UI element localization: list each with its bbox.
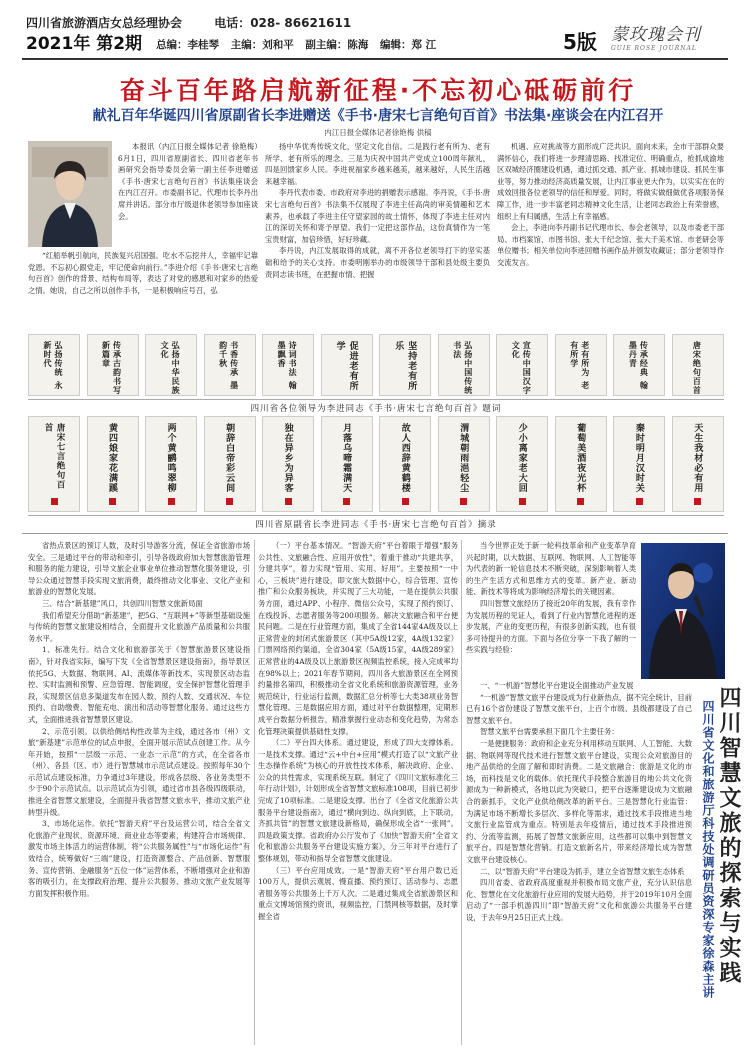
- seal-icon: [226, 498, 233, 505]
- seal-icon: [109, 498, 116, 505]
- edition-number: 5版: [563, 30, 597, 54]
- column-divider: [254, 540, 255, 1045]
- excerpt-5: 独在异乡为异客: [262, 416, 314, 512]
- calligraphy-4: 书香传承 墨韵千秋: [204, 334, 256, 396]
- article2-col3b: [466, 680, 692, 1048]
- speaker-photo: [641, 543, 725, 679]
- article2-para: （一）平台基本情况。“智游天府”平台着眼于增强“服务公共性、文旅融合性、应用开放性”，着重于推动“共建共享，分建共享”，着力实现“管用、实用、好用”。主要按照“一中心，三板块”进行建设，即文旅大数据中心，综合管理、宣传推广和公众服务板块，并实现了三大功能，一是在提供公共服务方面，通过APP、小程序、微信公众号，实现了预约预订、在线投诉、志愿者服务等200项服务。解决文旅融合和平台便民问题。二是在行业管理方面，集成了全省144家4A级及以上正常营业的封闭式旅游景区（其中5A级12家，4A级132家）门票网络预约渠道，全省304家（5A级15家，4A级289家）正常营业的4A级及以上旅游景区视频监控系统，接入完成率均在98%以上；2021年春节期间，四川各大旅游景区在全网预约量排名第四，积极推动全省文化系统和旅游资源管理，业务规范统计，行业运行监测，数据汇总分析等七大类38项业务智慧化管理。三是数据应用方面，通过对平台数据整理，定期形成平台数据分析报告，精准掌握行业动态和变化趋势，为常态化管理决策提供基础性支撑。: [258, 541, 458, 736]
- seal-icon: [577, 498, 584, 505]
- article2-para: “一机游”智慧文旅平台建设成为行业新热点，据不完全统计，目前已有16个省份建设了智慧文旅平台，上百个市级、县级都建设了自己智慧文旅平台。: [466, 692, 692, 725]
- calligraphy-row-2: [28, 416, 724, 512]
- article2-col1: [28, 540, 250, 1048]
- calligraphy-8: 弘扬中国传统书法: [438, 334, 490, 396]
- article2-subtitle: 四川省文化和旅游厅科技处调研员资深专家徐森主讲: [701, 700, 715, 999]
- section-divider: [22, 533, 728, 534]
- article2-para: 四川省委、省政府高度重视并积极布局文旅产业，充分认识信息化、智慧化在文化旅游行业应用的发展大趋势，并于2019年10月全面启动了“一部手机游四川”即“智游天府”文化和旅游公共服务平台建设，于去年9月25日正式上线。: [466, 878, 692, 922]
- calligraphy-3: 弘扬中华民族文化: [145, 334, 197, 396]
- excerpt-10: 葡萄美酒夜光杯: [555, 416, 607, 512]
- excerpt-7: 故人西辞黄鹤楼: [379, 416, 431, 512]
- excerpt-4: 朝辞白帝彩云间: [204, 416, 256, 512]
- org-name: 四川省旅游酒店女总经理协会: [26, 16, 183, 30]
- caption-1: 四川省各位领导为李进同志《手书·唐宋七言绝句百首》题词: [250, 404, 502, 414]
- article1-para6: 机遇、应对挑战等方面形成广泛共识。面向未来，全市干部群众要满怀信心，我们将进一步理清思路、找准定位、明确重点，抢抓成渝地区双城经济圈建设机遇，通过抓交通、抓产业、抓城市建设、抓民生事业等，努力推动经济高质量发展，让内江事业更大作为，以实实在在的成效回报各位老领导的信任和厚爱。同时，将做实做细做优各项服务保障工作，进一步丰富老同志精神文化生活，让老同志政治上有荣誉感，组织上有归属感，生活上有幸福感。: [497, 142, 724, 221]
- article1-para3: 扬中华优秀传统文化，坚定文化自信。二是践行老有所为、老有所学、老有所乐的理念。三是为庆祝中国共产党成立100周年献礼，四是回馈家乡人民。李进祝福家乡越来越美，越来越好，人民生活越来越幸福。: [265, 142, 490, 186]
- staff-list: [156, 37, 444, 52]
- article2-para: 智慧文旅平台需要承担下面几个主要任务：: [480, 727, 619, 737]
- editor-in-chief: 主编：刘和平: [230, 39, 294, 51]
- article1-col3: [497, 141, 724, 330]
- headline: 奋斗百年路启航新征程·不忘初心砥砺前行: [119, 76, 637, 105]
- article2-col3a: [466, 540, 636, 678]
- article2-para: （二）平台四大体系。通过建设，形成了四大支撑体系。一是技术支撑。通过“云+中台+应用”模式打造了以“文旅产业生态操作系统”为核心的开放性技术体系，解决政府、企业、公众的共性需求，实现系统互联。制定了《四川文旅标准化三年行动计划》，计划形成全省智慧文旅标准108项，目前已初步完成了10项标准。二是建设支撑。出台了《全省文化旅游公共服务平台建设指南》，通过“横向到边、纵向到底，上下联动，齐抓共管”的智慧文旅建设新格局，确保形成全省“一张网”。四是政策支撑。省政府办公厅发布了《加快“智游天府”全省文化和旅游公共服务平台建设实施方案》，分三年对平台进行了整体规划，带动和指导全省智慧文旅建设。: [258, 738, 458, 864]
- article1-para1: 本报讯（内江日报全媒体记者 徐艳梅）6月1日，四川省原副省长、四川省老年书画研究会指导委员会第一副主任李进赠送《手书·唐宋七言绝句百首》书法集座谈会在内江召开。市委副书记、代理市长李丹出席并讲话。部分市厅级退休老领导参加座谈会。: [118, 142, 258, 221]
- calligraphy-5: 诗词书法 翰墨飘香: [262, 334, 314, 396]
- seal-icon: [285, 498, 292, 505]
- excerpt-3: 两个黄鹂鸣翠柳: [145, 416, 197, 512]
- seal-icon: [694, 498, 701, 505]
- calligraphy-12: 唐宋绝句百首: [672, 334, 724, 396]
- calligraphy-6: 促进老有所学: [321, 334, 373, 396]
- calligraphy-1: 弘扬传统 永新时代: [28, 334, 80, 396]
- article2-col2: [258, 540, 458, 1048]
- phone-number: 电话：028- 86621611: [214, 16, 352, 30]
- editor: 编辑：郑 江: [380, 39, 437, 51]
- article2-title: 四川智慧文旅的探索与实践: [716, 686, 742, 986]
- article2-para: （三）平台应用成效。一是“智游天府”平台用户数已近100万人，提供云观展、慢直播、预约预订、活动参与、志愿者服务等公共服务上千万人次。二是通过集成全省旅游景区和重点文博场馆预约资讯，视频监控，门禁网核等数据，及时掌握全省: [258, 865, 458, 921]
- excerpt-6: 月落乌啼霜满天: [321, 416, 373, 512]
- caption-2: 四川省原副省长李进同志《手书·唐宋七言绝句百首》摘录: [255, 520, 497, 530]
- masthead-logo: [611, 20, 721, 54]
- seal-icon: [51, 498, 58, 505]
- column-divider: [461, 540, 462, 1045]
- article2-section-heading: 三、结合“新基建”风口，共创四川智慧文旅新局面: [42, 598, 203, 608]
- calligraphy-7: 坚持老有所乐: [379, 334, 431, 396]
- article1-para4: 李丹代表市委、市政府对李进的捐赠表示感谢。李丹说，《手书·唐宋七言绝句百首》书法集不仅展现了李进主任高尚的审美情趣和艺术素养，也承载了李进主任守望家园的故土情怀，体现了李进主任对内江的深切关怀和寄予厚望。我们一定把这部作品，这份真情作为一笔宝贵财富，加倍珍惜，好好珍藏。: [265, 188, 490, 244]
- excerpt-12: 天生我材必有用: [672, 416, 724, 512]
- seal-icon: [636, 498, 643, 505]
- article1-para7: 会上，李进向李丹副书记代理市长、参会老领导，以及市委老干部局、市档案馆、市图书馆、张大千纪念馆、张大千美术馆、市老研会等单位赠书；相关单位向李进回赠书画作品并颁发收藏证；部分老领导作交流发言。: [497, 223, 724, 267]
- article1-para5: 李丹说，内江发展取得的成就，离不开各位老领导打下的坚实基础和给予的关心支持。市委明刚举办的市级领导干部和县处级主要负责同志读书班，在把握市情、把握: [265, 246, 490, 279]
- excerpt-11: 秦时明月汉时关: [613, 416, 665, 512]
- article2-para: 我们希望充分借助“新基建”，把5G、“互联网+”等新型基础设施与传统的智慧文旅建设相结合，全面提升文化旅游产品质量和公共服务水平。: [28, 610, 250, 643]
- calligraphy-2: 传承古韵书写新篇章: [87, 334, 139, 396]
- article1-col1a: [118, 141, 258, 248]
- article2-para: 当今世界正处于新一轮科技革命和产业变革孕育兴起时期，以大数据、互联网、物联网、人工智能等为代表的新一轮信息技术不断突破，深刻影响着人类的生产生活方式和思维方式的变革。新产业、新动能、新技术等将成为影响经济增长的关键因素。: [466, 541, 636, 597]
- caption1-rule: [28, 399, 724, 400]
- article2-para: 1、标准先行。结合文化和旅游部关于《智慧旅游景区建设指南》，针对我省实际，编写下发《全省智慧景区建设指南》，指导景区依托5G、大数据、物联网、AI、流媒体等新技术，实现景区动态监控、实时监测和预警、应急管理、智能调度，安全保护智慧化管理手段，实现景区信息多渠道发布在园人数、预约人数、交通状况、车位预约、自助缴费、智能充电、演出和活动等智慧化服务。通过这些方式，全面推进我省智慧景区建设。: [28, 645, 250, 724]
- excerpt-8: 渭城朝雨浥轻尘: [438, 416, 490, 512]
- calligraphy-10: 老有所为 老有所学: [555, 334, 607, 396]
- page-header: [0, 0, 751, 62]
- seal-icon: [519, 498, 526, 505]
- subheadline: 献礼百年华诞四川省原副省长李进赠送《手书·唐宋七言绝句百首》书法集·座谈会在内江召开: [92, 108, 664, 124]
- seal-icon: [460, 498, 467, 505]
- masthead-title: 蒙玫瑰会刊: [611, 25, 701, 45]
- masthead-subtitle: GUIE ROSE JOURNAL: [611, 45, 697, 52]
- portrait-photo: [28, 141, 112, 247]
- article2-para: 2、示范引领。以供给侧结构性改革为主线，通过各市（州）文旅“新基建”示范单位的试点申报，全面开展示范试点创建工作。从今年开始，按照“一层级一示范、一业态一示范”的方式，在全省各市（州）、各县（区、市）进行智慧城市示范试点建设。按照每年30个示范试点建设标准，力争通过3年建设，形成各层级、各业务类型不少于90个示范试点。以示范试点为引领，通过省市县各级四级联动，推进全省智慧文旅建设，全面提升我省智慧文旅水平，推动文旅产业转型升级。: [28, 726, 250, 817]
- excerpt-1: 唐宋七言绝句百首: [28, 416, 80, 512]
- excerpt-9: 少小离家老大回: [496, 416, 548, 512]
- article2-section-heading: 一、“一机游”智慧化平台建设全面推动产业发展: [480, 681, 634, 690]
- speaker-figure-icon: [641, 543, 725, 679]
- deputy-editor: 副主编：陈海: [305, 39, 369, 51]
- chief-editor: 总编：李桂琴: [156, 39, 220, 51]
- header-rule: [22, 58, 728, 60]
- calligraphy-9: 宣传中国汉字文化: [496, 334, 548, 396]
- issue-number: 2021年 第2期: [26, 34, 143, 54]
- article1-col2: [265, 141, 490, 330]
- seal-icon: [168, 498, 175, 505]
- seal-icon: [402, 498, 409, 505]
- article2-para: 一是便捷服务：政府和企业充分利用移动互联网、人工智能、大数据、物联网等现代技术进行智慧文旅平台建设，实现公众对旅游目的地产品供给的全面了解和即时消费。二是文旅融合：旅游是文化的市场，而科技是文化的载体。依托现代手段整合旅游目的地公共文化资源成为一种新模式，各地以此为突破口，把平台逐渐建设成为文旅融合的新抓手，文化产业供给侧改革的新平台。三是智慧化行业监管：为满足市场不断增长多层次、多样化等需求，通过技术手段推进当地文旅行业监管成为重点。特别是去年疫情后，通过技术手段推进预约、分流等监测，拓展了智慧文旅新应用，这些都可以集中到智慧文旅平台。四是智慧化营销。打造文旅新名片，带来经济增长成为智慧文旅平台建设核心。: [466, 738, 692, 864]
- article1-para2: “红船举帆引航向，民族复兴启国强。吃水不忘挖井人，幸福牢记靠党恩。不忘初心跟党走，牢记使命向前行。”李进介绍《手书·唐宋七言绝句百首》创作的背景、结构布局等，表达了对党的感恩和对家乡的热爱之情。她说，自己之所以创作手书，一是积极响应号召，弘: [28, 251, 258, 295]
- article2-para: 四川智慧文旅经历了接近20年的发展，我有幸作为发展历程的见证人，看到了行业内智慧化进程的逐步发展，产业的变更历程，有很多创新实践，也有很多可待提升的方面。下面与各位分享一下我了解的一些实践与经验：: [466, 598, 636, 655]
- calligraphy-row-1: [28, 334, 724, 396]
- calligraphy-11: 传承经典 翰墨丹青: [613, 334, 665, 396]
- article2-para: 省热点景区的预订人数，及时引导游客分流，保证全省旅游市场安全。三是通过平台的带动和牵引，引导各级政府加大智慧旅游管理和服务的能力建设，引导文旅企业事业单位推动智慧化服务建设，引导公众通过智慧手段实现文旅消费，最终推动文化事业、文化产业和旅游业的智慧化发展。: [28, 541, 250, 597]
- article2-para: 3、市场化运作。依托“智游天府”平台及运营公司，结合全省文化旅游产业现状、资源环境、商业业态等要素，构建符合市场规律、激发市场主体活力的运营体制，将“公共服务属性”与“市场化运作”有效结合，统筹做好“三端”建设，打造资源整合、产品创新、智慧服务、宣传营销、金融服务“五位一体”运营体系，不断增强对企业和游客的吸引力，在支撑政府治理、提升公共服务、推动文旅产业发展等方面发挥积极作用。: [28, 819, 250, 898]
- article2-section-heading: 二、以“智游天府”平台建设为抓手，建立全省智慧文旅生态体系: [480, 866, 685, 876]
- portrait-figure-icon: [28, 141, 112, 247]
- byline: 内江日报全媒体记者徐艳梅 供稿: [324, 128, 432, 137]
- excerpt-2: 黄四娘家花满蹊: [87, 416, 139, 512]
- caption2-rule: [28, 515, 724, 516]
- article1-col1b: [28, 250, 258, 330]
- seal-icon: [343, 498, 350, 505]
